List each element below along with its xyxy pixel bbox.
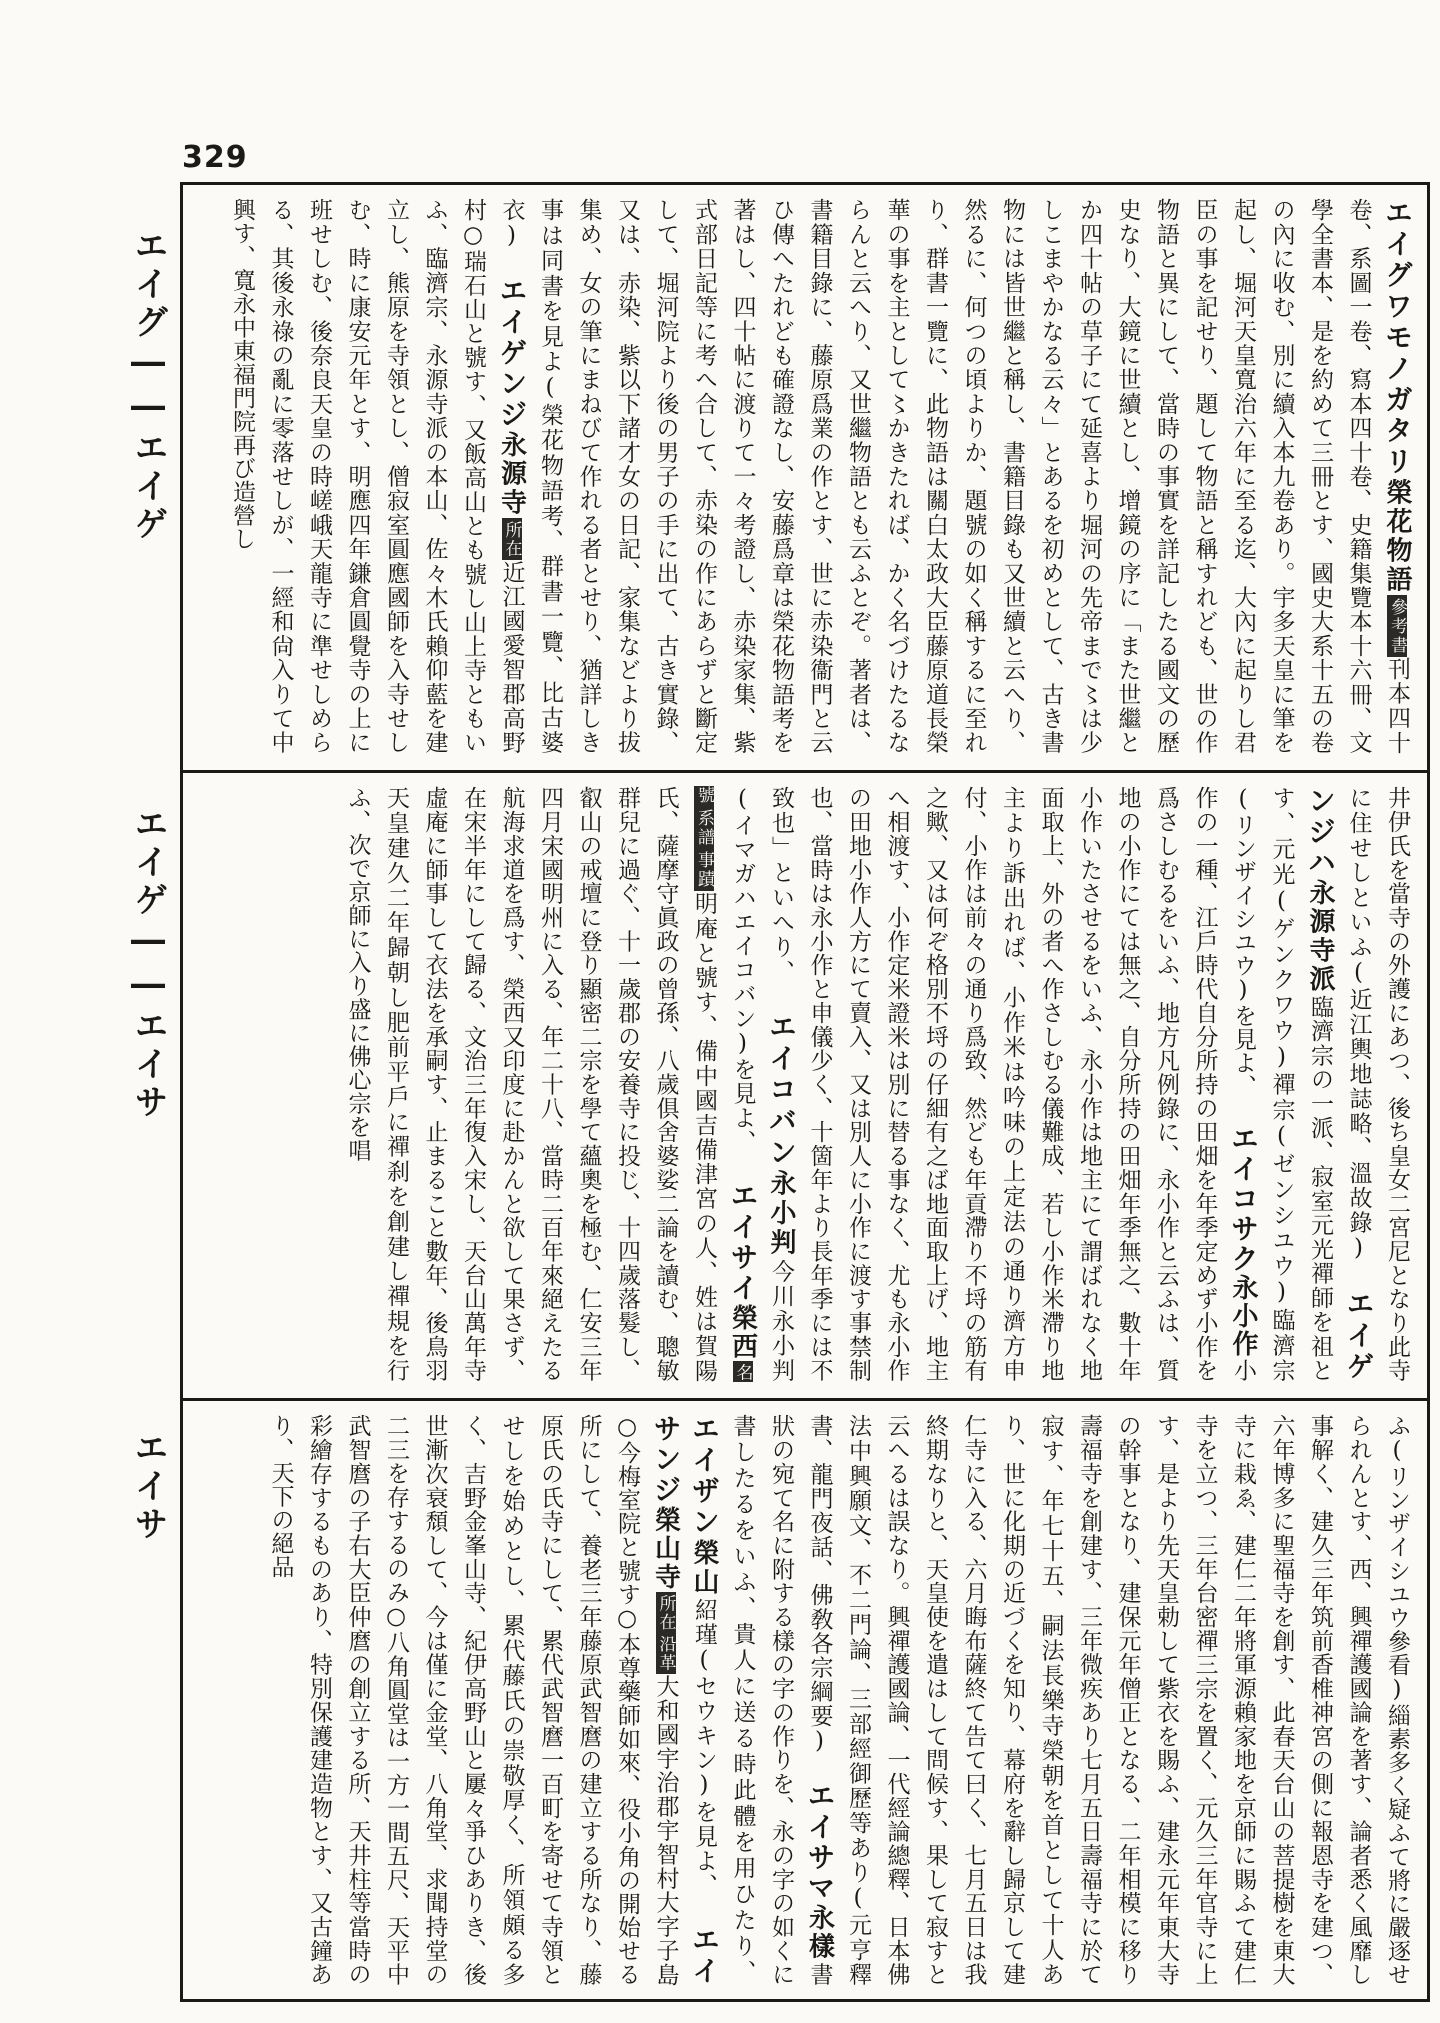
entry-body: ふ(リンザイシユウ參看)緇素多く疑ふて將に嚴逐せられんとす、西、興禪護國論を著す、論者悉く風靡し事解く、建久三年筑前香椎神宮の側に報恩寺を建つ、六年博多に聖福寺を創す、此春天台山の菩提樹を東大寺に栽ゑ、建仁二年將軍源賴家地を京師に賜ふて建仁寺を立つ、三年台密禪三宗を置く、元久三年官寺に上す、是より先天皇勅して紫衣を賜ふ、建永元年東大寺の幹事となり、建保元年僧正となる、二年相模に移り壽福寺を創建す、三年微疾あり七月五日壽福寺に於て寂す、年七十五、嗣法長樂寺榮朝を首として十人あり、世に化期の近づくを知り、幕府を辭し歸京して建仁寺に入る、六月晦布薩終て告て曰く、七月五日は我終期なりと、天皇使を遣はして問候す、果して寂すと云へるは誤なり。興禪護國論、一代經論總釋、日本佛法中興願文、不二門論、三部經御歷等あり(元亨釋書、龍門夜話、佛敎各宗綱要) [806, 1414, 1410, 1986]
entry-tag: 事蹟 [694, 851, 714, 890]
entry-term: エイサイ [726, 1181, 760, 1304]
entry-body: 書狀の宛て名に附する樣の字の作りを、永の字の如くに書したるをいふ、貴人に送る時此體を用ひたり、 [729, 1414, 833, 1986]
entry-term: エイコサク [1227, 1124, 1260, 1275]
section-divider [180, 1398, 1430, 1401]
section-top [196, 198, 1416, 754]
entry-term: エイサマ [803, 1781, 837, 1904]
entry-kanji: 榮西 [727, 1303, 758, 1362]
entry-tag: 所在 [501, 519, 522, 559]
entry-tag: 參考書 [1387, 596, 1407, 655]
entry-tag: 沿革 [655, 1635, 676, 1673]
entry-term: エイザン [688, 1414, 721, 1538]
entry-eikosaku [768, 786, 1260, 1382]
entry-continued [804, 1414, 1411, 1986]
entry-term: エイゲンジハ [1304, 786, 1376, 1382]
entry-body: 明庵と號す、備中國吉備津宮の人、姓は賀陽氏、薩摩守眞政の曾孫、八歲俱舍婆娑二論を讀む、聰敏群兒に過ぐ、十一歲郡の安養寺に投じ、十四歲落髮し、叡山の戒壇に登り顯密二宗を學て蘊奧を極む、仁安三年四月宋國明州に入る、年二十八、當時二百年來絕えたる航海求道を爲す、榮西又印度に赴かんと欲して果さず、在宋半年にして歸る、文治三年復入宋し、天台山萬年寺虛庵に師事して衣法を承嗣す、止まること數年、後鳥羽天皇建久二年歸朝し肥前平戶に禪刹を創建し禪規を行ふ、次で京師に入り盛に佛心宗を唱 [344, 786, 717, 1382]
entry-body: 刊本四十卷、系圖一卷、寫本四十卷、史籍集覽本十六冊、文學全書本、是を約めて三冊とす、國史大系十五の卷の內に收む、別に續入本九卷あり。宇多天皇に筆を起し、堀河天皇寬治六年に至る迄、大內に起りし君臣の事を記せり、題して物語と稱すれども、世の作物語と異にして、當時の事實を詳記したる國文の歷史なり、大鏡に世續とし、增鏡の序に「また世繼とか四十帖の草子にて延喜より堀河の先帝まで〻は少しこまやかなる云々」とあるを初めとして、古き書物には皆世繼と稱し、書籍目錄も又世續と云へり、然るに、何つの頃よりか、題號の如く稱するに至れり、群書一覽に、此物語は關白太政大臣藤原道長榮華の事を主として〻かきたれば、かく名づけたるならんと云へり、又世繼物語とも云ふとぞ。著者は、書籍目錄に、藤原爲業の作とす、世に赤染衞門と云ひ傳へたれども確證なし、安藤爲章は榮花物語考を著はし、四十帖に渡りて一々考證し、赤染家集、紫式部日記等に考へ合して、赤染の作にあらずと斷定して、堀河院より後の男子の手に出て、古き實錄、又は、赤染、紫以下諸才女の日記、家集などより拔集め、女の筆にまねびて作れる者とせり、猶詳しき事は同書を見よ(榮花物語考、群書一覽、比古婆衣) [498, 198, 1410, 754]
entry-body: 近江國愛智郡高野村○瑞石山と號す、又飯高山とも號し山上寺ともいふ、臨濟宗、永源寺派の本山、佐々木氏賴仰藍を建立し、熊原を寺領とし、僧寂室圓應國師を入寺せしむ、時に康安元年とす、明應四年鎌倉圓覺寺の上に班せしむ、後奈良天皇の時嵯峨天龍寺に準せしめらる、其後永祿の亂に零落せしが、一經和尙入りて中興す、寬永中東福門院再び造營し [229, 198, 525, 754]
entry-term: エイグワモノガタリ [1381, 198, 1414, 478]
running-header-bottom: エイサ [128, 1430, 168, 1544]
entry-body: 井伊氏を當寺の外護にあつ、後ち皇女二宮尼となり此寺に住せしといふ(近江輿地誌略、溫故錄) [1345, 786, 1410, 1382]
entry-body: 今川永小判(イマガハエイコバン)を見よ、 [729, 786, 794, 1382]
entry-body: 臨濟宗の一派、寂室元光禪師を祖とす、元光(ゲンクワウ)禪宗(ゼンシユウ)臨濟宗(リンザイシユウ)を見よ、 [1230, 786, 1333, 1382]
entry-kanji: 永小判 [766, 1168, 796, 1258]
entry-eigwamonogatari [496, 198, 1414, 754]
entry-eizan [688, 1414, 721, 1925]
page-number: 329 [182, 140, 248, 175]
entry-kanji: 永源寺 [496, 430, 527, 518]
entry-kanji: 榮山 [689, 1537, 719, 1597]
entry-term: エイゲンジ [495, 276, 529, 431]
entry-eisanji [267, 1414, 721, 1986]
running-header-middle: エイゲ――エイサ [128, 806, 168, 1122]
entry-body: 紹瑾(セウキン)を見よ、 [691, 1596, 717, 1898]
entry-kanji: 永小作 [1228, 1274, 1258, 1359]
entry-tag: 系譜 [694, 809, 714, 848]
entry-eigenji [229, 198, 529, 754]
entry-tag: 所在 [655, 1593, 676, 1632]
running-header-top: エイグ――エイゲ [128, 228, 168, 544]
entry-eisai [344, 786, 760, 1382]
section-divider [180, 770, 1430, 773]
entry-kanji: 榮花物語 [1382, 477, 1412, 595]
entry-body: 大和國宇治郡宇智村大字子島○今梅室院と號す○本尊藥師如來、役小角の開始せる所にして、養老三年藤原武智麿の建立する所なり、藤原氏の氏寺にして、累代武智麿一百町を寄せて寺領とせしを始めとし、累代藤氏の崇敬厚く、所領頗る多く、吉野金峯山寺、紀伊高野山と屢々爭ひありき、後世漸次衰頹して、今は僅に金堂、八角堂、求聞持堂の二三を存するのみ○八角圓堂は一方一間五尺、天平中武智麿の子右大臣仲麿の創立する所、天井柱等當時の彩繪存するものあり、特別保護建造物とす、又古鐘あり、天下の絕品 [267, 1414, 679, 1986]
entry-term: エイコバン [765, 1012, 798, 1169]
section-bottom [196, 1414, 1416, 1986]
entry-body: 小作の一種、江戶時代自分所持の田畑を年季定めず小作を爲さしむるをいふ、地方凡例錄に、永小作と云ふは、質地の小作にては無之、自分所持の田畑年季無之、數十年小作いたさせるをいふ、永小作は地主にて謂ばれなく地面取上、外の者へ作さしむる儀難成、若し小作米滯り地主より訴出れば、小作米は吟味の上定法の通り濟方申付、小作は前々の通り爲致、然ども年貢滯り不埒の筋有之歟、又は何ぞ格別不埒の仔細有之ば地面取上げ、地主へ相渡す、小作定米證米は別に替る事なく、尤も永小作の田地小作人方にて賣入、又は別人に小作に渡す事禁制也、當時は永小作と申儀少く、十箇年より長年季には不致也」といへり、 [768, 786, 1256, 1382]
entry-kanji: 永樣 [804, 1903, 835, 1962]
section-middle [196, 786, 1416, 1382]
entry-kanji: 榮山寺 [650, 1505, 681, 1592]
entry-kanji: 永源寺派 [1305, 878, 1335, 994]
entry-tag: 名號 [694, 786, 753, 1382]
entry-term: エイサンジ [649, 1414, 721, 1986]
